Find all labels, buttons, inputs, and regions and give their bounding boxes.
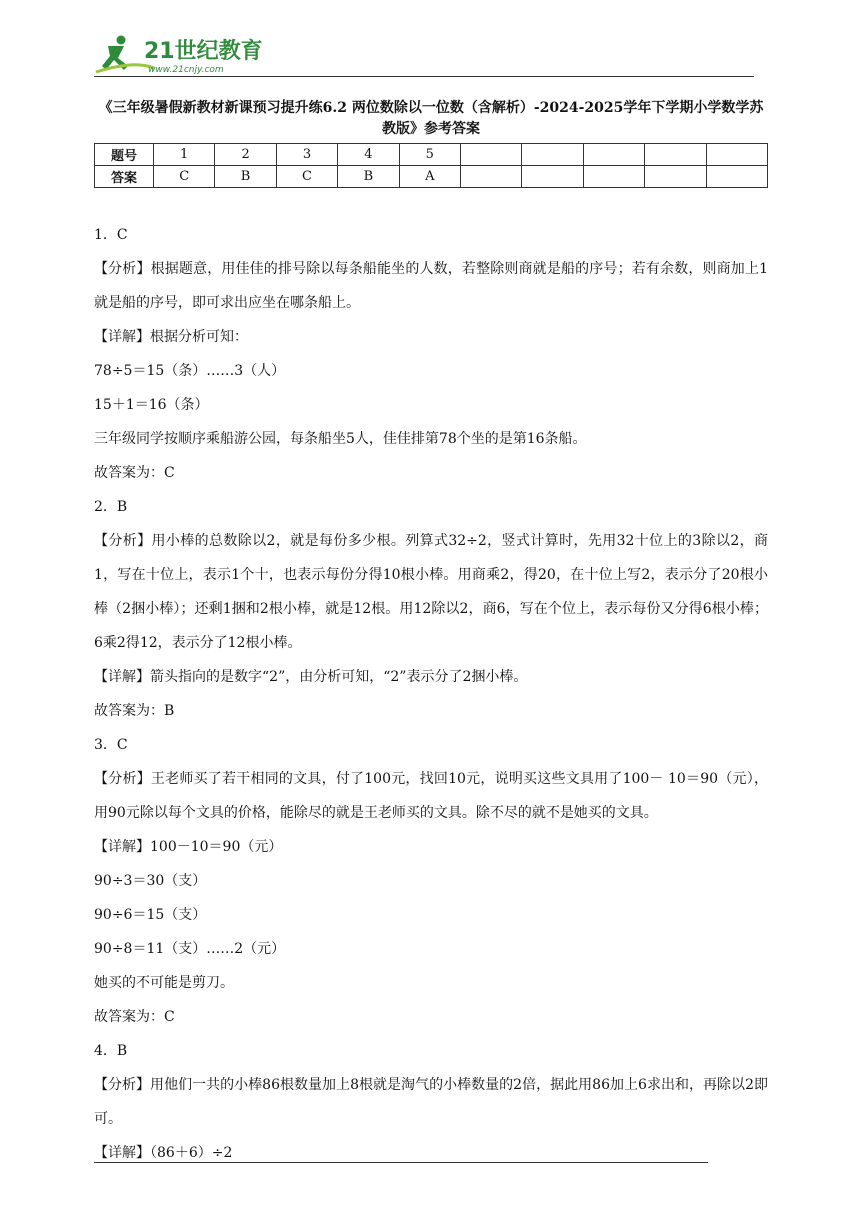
question-number-cell — [583, 144, 644, 166]
answer-cell — [460, 166, 521, 188]
question-number-cell — [706, 144, 767, 166]
question-number-cell: 4 — [338, 144, 399, 166]
solution-line: 15＋1＝16（条） — [94, 397, 209, 413]
solution-line: 故答案为：B — [94, 703, 175, 719]
solution-line: 2．B — [94, 499, 128, 515]
question-number-cell — [522, 144, 583, 166]
answer-cell: B — [215, 166, 276, 188]
logo-21cnjy — [94, 32, 274, 78]
solution-line: 4．B — [94, 1043, 128, 1059]
question-number-cell — [460, 144, 521, 166]
solution-line: 【分析】用他们一共的小棒86根数量加上8根就是淘气的小棒数量的2倍，据此用86加上6求出和，再除以2即可。 — [94, 1077, 768, 1127]
question-number-cell: 2 — [215, 144, 276, 166]
answer-cell — [645, 166, 706, 188]
solutions-body — [94, 218, 768, 1170]
answer-cell: C — [276, 166, 337, 188]
footer-divider — [94, 1162, 708, 1163]
solution-line: 故答案为：C — [94, 465, 175, 481]
solution-line: 【分析】用小棒的总数除以2，就是每份多少根。列算式32÷2，竖式计算时，先用32十位上的3除以2，商1，写在十位上，表示1个十，也表示每份分得10根小棒。用商乘2，得20，在十位上写2，表示分了20根小棒（2捆小棒）；还剩1捆和2根小棒，就是12根。用12除以2，商6，写在个位上，表示每份又分得6根小棒；6乘2得12，表示分了12根小棒。 — [94, 533, 768, 651]
answer-cell: C — [154, 166, 215, 188]
solution-line: 【分析】王老师买了若干相同的文具，付了100元，找回10元，说明买这些文具用了100－ 10＝90（元），用90元除以每个文具的价格，能除尽的就是王老师买的文具。除不尽的就不是她买的文具。 — [94, 771, 768, 821]
question-number-cell: 1 — [154, 144, 215, 166]
solution-line: 故答案为：C — [94, 1009, 175, 1025]
row-label-answer: 答案 — [95, 166, 154, 188]
answer-table-answer-row — [95, 166, 768, 188]
answer-cell: A — [399, 166, 460, 188]
solution-line: 90÷3＝30（支） — [94, 873, 207, 889]
logo-url-text: www.21cnjy.com — [148, 65, 224, 75]
solution-line: 【分析】根据题意，用佳佳的排号除以每条船能坐的人数，若整除则商就是船的序号；若有余数，则商加上1就是船的序号，即可求出应坐在哪条船上。 — [94, 261, 768, 311]
solution-line: 90÷6＝15（支） — [94, 907, 207, 923]
solution-line: 78÷5＝15（条）……3（人） — [94, 363, 286, 379]
solution-line: 【详解】根据分析可知： — [94, 329, 248, 345]
solution-line: 【详解】100－10＝90（元） — [94, 839, 283, 855]
answer-cell — [522, 166, 583, 188]
answer-cell — [583, 166, 644, 188]
solution-line: 【详解】箭头指向的是数字“2”，由分析可知，“2”表示分了2捆小棒。 — [94, 669, 528, 685]
answer-cell: B — [338, 166, 399, 188]
header-divider — [94, 76, 754, 77]
question-number-cell: 3 — [276, 144, 337, 166]
solution-line: 1．C — [94, 227, 128, 243]
solution-line: 90÷8＝11（支）……2（元） — [94, 941, 286, 957]
document-title: 《三年级暑假新教材新课预习提升练6.2 两位数除以一位数（含解析）-2024-2025学年下学期小学数学苏教版》参考答案 — [98, 100, 764, 137]
solution-line: 3．C — [94, 737, 128, 753]
solution-line: 三年级同学按顺序乘船游公园，每条船坐5人，佳佳排第78个坐的是第16条船。 — [94, 431, 587, 447]
answer-table — [94, 143, 768, 188]
solution-line: 【详解】（86＋6）÷2 — [94, 1145, 233, 1161]
question-number-cell — [645, 144, 706, 166]
solution-line: 她买的不可能是剪刀。 — [94, 975, 234, 991]
answer-cell — [706, 166, 767, 188]
answer-table-number-row — [95, 144, 768, 166]
row-label-number: 题号 — [95, 144, 154, 166]
logo-brand-text: 21世纪教育 — [144, 39, 263, 64]
question-number-cell: 5 — [399, 144, 460, 166]
